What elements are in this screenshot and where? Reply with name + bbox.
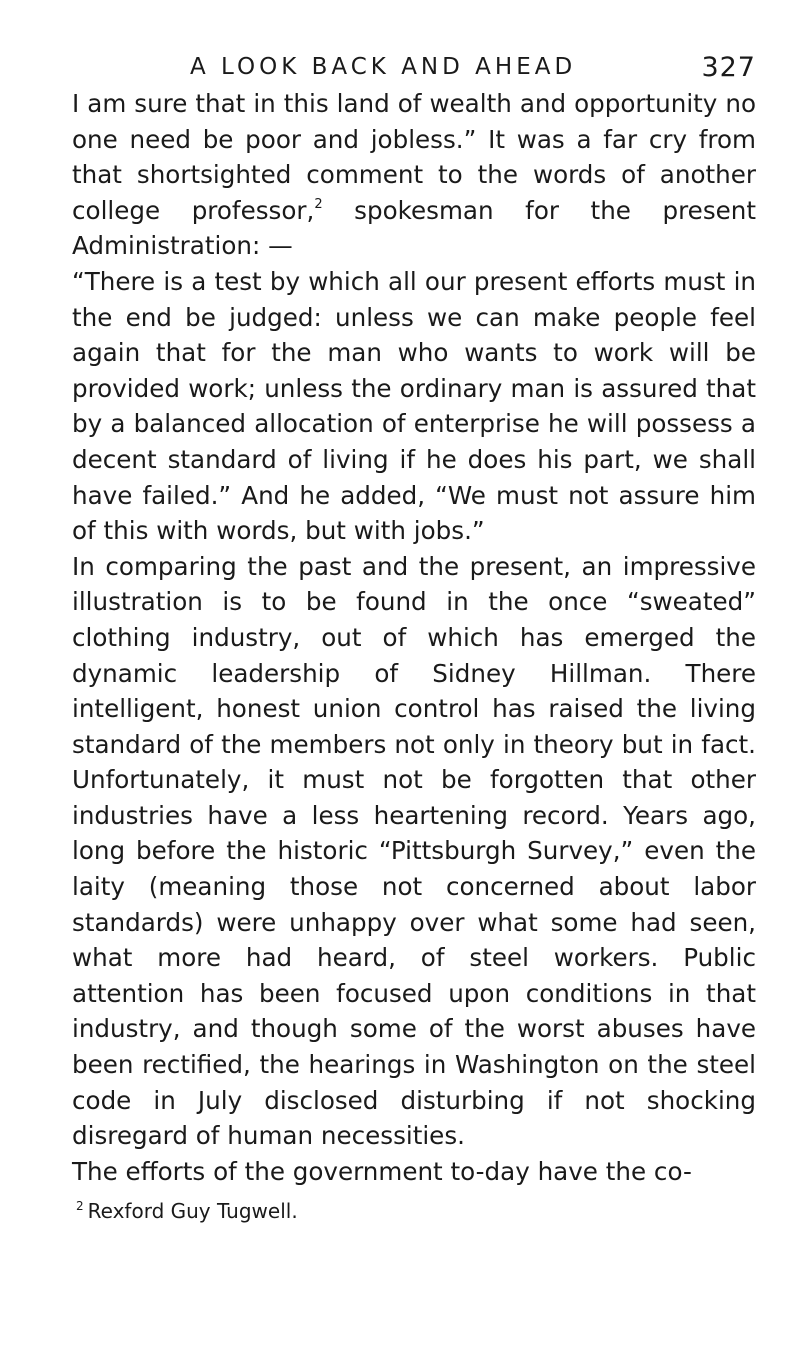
paragraph-1-text-end: spokesman for the present Administration: — [72, 195, 756, 261]
page-number: 327 [701, 52, 756, 83]
paragraph-1 [72, 86, 756, 264]
footnote-marker: 2 [76, 1199, 84, 1214]
paragraph-4: The efforts of the government to-day have the co- [72, 1156, 692, 1186]
footnote [76, 1197, 756, 1225]
body-text [72, 86, 756, 1189]
footnote-text: Rexford Guy Tugwell. [87, 1199, 298, 1224]
book-page [72, 46, 756, 1225]
footnote-reference: 2 [314, 196, 323, 212]
paragraph-1-text: I am sure that in this land of wealth and opportunity no one need be poor and jobless.” It was a far cry from that shortsighted comment to the words of another college professor, [72, 89, 756, 225]
paragraph-3: In comparing the past and the present, an impressive illustration is to be found in the once “sweated” clothing industry, out of which has emerged the dynamic leadership of Sidney Hillman. There intelligent, honest union control has raised the living standard of the members not only in theory but in fact. Unfortunately, it must not be forgotten that other industries have a less heartening record. Years ago, long before the historic “Pittsburgh Survey,” even the laity (meaning those not concerned about labor standards) were unhappy over what some had seen, what more had heard, of steel workers. Public attention has been focused upon conditions in that industry, and though some of the worst abuses have been rectified, the hearings in Washington on the steel code in July disclosed disturbing if not shocking disregard of human necessities. [72, 551, 756, 1151]
paragraph-2: “There is a test by which all our present efforts must in the end be judged: unless we can make people feel again that for the man who wants to work will be provided work; unless the ordinary man is assured that by a balanced allocation of enterprise he will possess a decent standard of living if he does his part, we shall have failed.” And he added, “We must not assure him of this with words, but with jobs.” [72, 266, 756, 546]
running-head [72, 46, 756, 86]
running-title: A LOOK BACK AND AHEAD [190, 54, 577, 80]
